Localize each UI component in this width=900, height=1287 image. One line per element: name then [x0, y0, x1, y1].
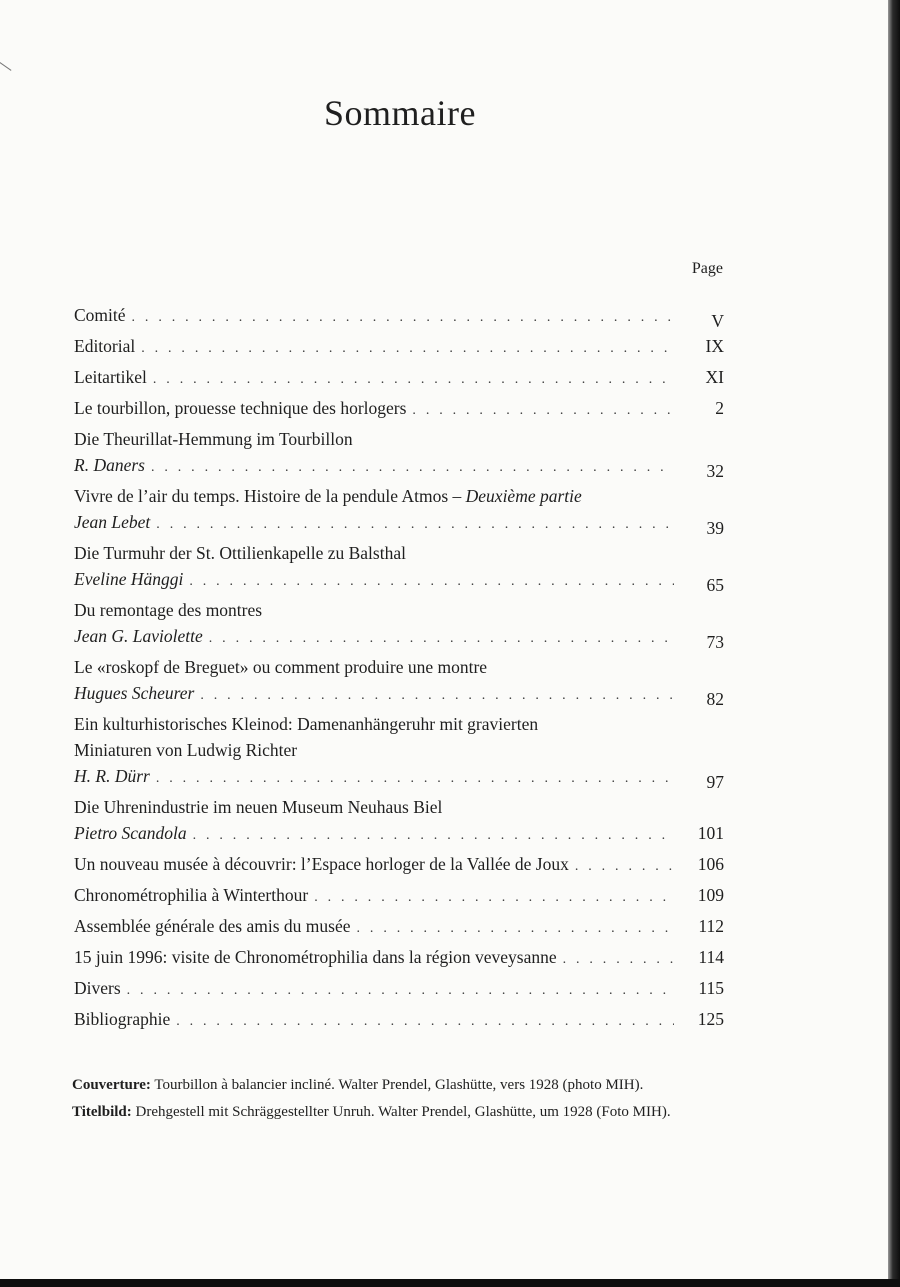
toc-entry-page: 2 — [715, 398, 724, 418]
toc-entry[interactable] — [74, 913, 724, 942]
toc-entry-title: Le «roskopf de Breguet» ou comment produire une montre — [74, 657, 488, 677]
toc-entry-title: Die Uhrenindustrie im neuen Museum Neuhaus Biel — [74, 797, 443, 817]
leader-dots — [156, 766, 674, 792]
toc-entry-author: R. Daners — [74, 455, 145, 475]
leader-dots — [209, 626, 674, 652]
leader-dots — [153, 367, 674, 393]
leader-dots — [357, 916, 674, 942]
leader-dots — [141, 336, 674, 362]
toc-entry[interactable] — [74, 483, 724, 538]
toc-entry-page: 97 — [706, 772, 724, 792]
toc-entry[interactable] — [74, 975, 724, 1004]
toc-entry-author: Jean G. Laviolette — [74, 626, 203, 646]
toc-entry-page: 114 — [698, 947, 724, 967]
toc-entry-page: 82 — [706, 689, 724, 709]
table-of-contents — [74, 302, 724, 1035]
toc-entry-author: Jean Lebet — [74, 512, 151, 532]
toc-entry-title-italic: Deuxième partie — [465, 486, 582, 506]
toc-entry[interactable] — [74, 395, 724, 424]
toc-entry[interactable] — [74, 944, 724, 973]
toc-entry-page: 125 — [697, 1009, 724, 1029]
toc-entry-author: Hugues Scheurer — [74, 683, 195, 703]
toc-entry-title: Bibliographie — [74, 1009, 171, 1029]
toc-entry[interactable] — [74, 333, 724, 362]
toc-entry-title: Le tourbillon, prouesse technique des horlogers — [74, 398, 407, 418]
toc-entry-title: Die Theurillat-Hemmung im Tourbillon — [74, 429, 353, 449]
page-column-label: Page — [691, 260, 723, 277]
toc-entry-page: V — [711, 311, 724, 331]
toc-entry[interactable] — [74, 364, 724, 393]
caption-text: Tourbillon à balancier incliné. Walter Prendel, Glashütte, vers 1928 (photo MIH). — [150, 1077, 644, 1093]
leader-dots — [563, 947, 674, 973]
leader-dots — [176, 1009, 674, 1035]
toc-entry[interactable] — [74, 1006, 724, 1035]
toc-entry-title: Assemblée générale des amis du musée — [74, 916, 351, 936]
corner-mark — [0, 62, 11, 82]
leader-dots — [200, 683, 674, 709]
toc-entry-author: Eveline Hänggi — [74, 569, 184, 589]
toc-entry-author: H. R. Dürr — [74, 766, 150, 786]
toc-entry-page: IX — [705, 336, 724, 356]
leader-dots — [151, 455, 674, 481]
toc-entry-page: 65 — [706, 575, 724, 595]
toc-entry[interactable] — [74, 540, 724, 595]
leader-dots — [412, 398, 674, 424]
toc-entry-page: 115 — [698, 978, 724, 998]
toc-entry[interactable] — [74, 882, 724, 911]
toc-entry[interactable] — [74, 711, 724, 792]
cover-caption-french — [72, 1076, 724, 1095]
toc-entry-title: Chronométrophilia à Winterthour — [74, 885, 309, 905]
toc-entry-title: Comité — [74, 305, 126, 325]
cover-caption-german — [72, 1103, 724, 1122]
toc-entry-title: Die Turmuhr der St. Ottilienkapelle zu Balsthal — [74, 543, 406, 563]
caption-label: Titelbild: — [72, 1104, 132, 1120]
leader-dots — [132, 305, 674, 331]
toc-entry-title: Ein kulturhistorisches Kleinod: Damenanhängeruhr mit gravierten — [74, 714, 539, 734]
toc-entry-page: 109 — [697, 885, 724, 905]
toc-entry-page: 73 — [706, 632, 724, 652]
toc-entry[interactable] — [74, 302, 724, 331]
toc-entry-page: 106 — [697, 854, 724, 874]
toc-entry-page: XI — [705, 367, 724, 387]
toc-entry-title: 15 juin 1996: visite de Chronométrophilia dans la région veveysanne — [74, 947, 557, 967]
toc-entry-page: 39 — [706, 518, 724, 538]
toc-entry-title: Divers — [74, 978, 121, 998]
toc-entry[interactable] — [74, 654, 724, 709]
toc-entry-title-line2: Miniaturen von Ludwig Richter — [74, 740, 298, 760]
toc-entry-title: Du remontage des montres — [74, 600, 263, 620]
toc-entry-title: Vivre de l’air du temps. Histoire de la pendule Atmos – — [74, 486, 466, 506]
leader-dots — [193, 823, 674, 849]
toc-entry-title: Editorial — [74, 336, 136, 356]
toc-entry-page: 101 — [697, 823, 724, 843]
page-edge-shadow — [888, 0, 900, 1287]
caption-text: Drehgestell mit Schräggestellter Unruh. Walter Prendel, Glashütte, um 1928 (Foto MIH). — [131, 1104, 671, 1120]
toc-entry-title: Un nouveau musée à découvrir: l’Espace horloger de la Vallée de Joux — [74, 854, 569, 874]
toc-entry-page: 32 — [706, 461, 724, 481]
toc-entry[interactable] — [74, 426, 724, 481]
toc-entry-title: Leitartikel — [74, 367, 147, 387]
leader-dots — [156, 512, 674, 538]
leader-dots — [575, 854, 674, 880]
leader-dots — [314, 885, 674, 911]
toc-entry-page: 112 — [698, 916, 724, 936]
caption-label: Couverture: — [72, 1077, 151, 1093]
page-title: Sommaire — [324, 93, 476, 133]
page-bottom-edge — [0, 1279, 900, 1287]
toc-entry[interactable] — [74, 597, 724, 652]
toc-entry-author: Pietro Scandola — [74, 823, 187, 843]
toc-entry[interactable] — [74, 794, 724, 849]
leader-dots — [189, 569, 674, 595]
leader-dots — [127, 978, 674, 1004]
toc-entry[interactable] — [74, 851, 724, 880]
